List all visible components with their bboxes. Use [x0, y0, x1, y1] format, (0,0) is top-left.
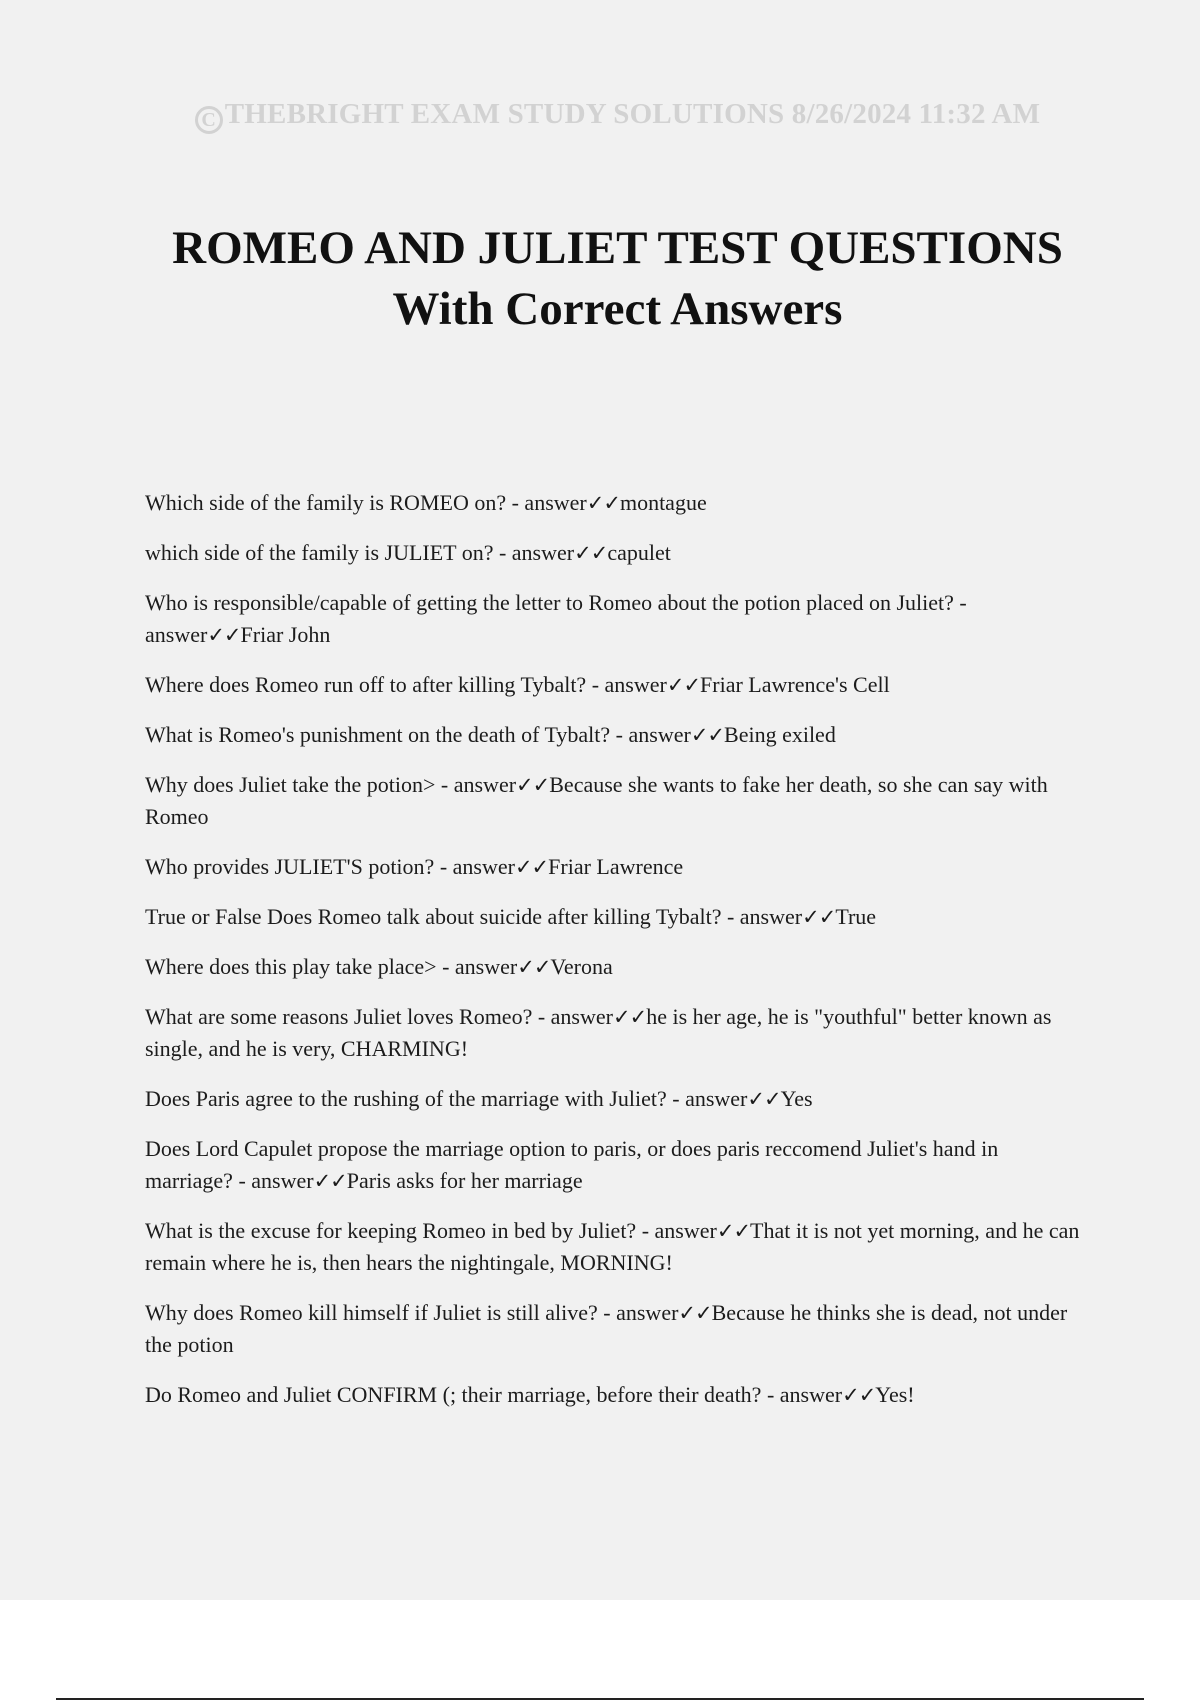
- question-answer-item: [145, 901, 1090, 933]
- document-title: [0, 218, 1200, 340]
- question-answer-item: [145, 1297, 1090, 1361]
- question-text: What are some reasons Juliet loves Romeo?: [145, 1004, 533, 1029]
- question-answer-item: [145, 1215, 1090, 1279]
- double-check-icon: ✓✓: [612, 1005, 647, 1029]
- question-answer-item: [145, 537, 1090, 569]
- double-check-icon: ✓✓: [747, 1087, 781, 1111]
- answer-text: Paris asks for her marriage: [346, 1168, 583, 1193]
- answer-text: Verona: [550, 954, 613, 979]
- question-answer-item: [145, 1133, 1090, 1197]
- answer-text: True: [835, 904, 877, 929]
- answer-text: Friar Lawrence's Cell: [700, 672, 890, 697]
- double-check-icon: ✓✓: [313, 1169, 347, 1193]
- question-answer-item: [145, 669, 1090, 701]
- answer-separator: - answer: [666, 1086, 748, 1111]
- question-answer-item: [145, 851, 1090, 883]
- question-text: which side of the family is JULIET on?: [145, 540, 494, 565]
- double-check-icon: ✓✓: [574, 541, 608, 565]
- answer-separator: - answer: [434, 854, 515, 879]
- answer-separator: - answer: [145, 590, 967, 647]
- answer-separator: - answer: [761, 1382, 843, 1407]
- answer-text: Because she wants to fake her death, so she can say with Romeo: [145, 772, 1048, 829]
- answer-separator: - answer: [532, 1004, 613, 1029]
- double-check-icon: ✓✓: [207, 623, 241, 647]
- answer-separator: - answer: [610, 722, 691, 747]
- double-check-icon: ✓✓: [690, 723, 725, 747]
- question-text: Who is responsible/capable of getting the letter to Romeo about the potion placed on Juliet?: [145, 590, 954, 615]
- question-text: What is the excuse for keeping Romeo in bed by Juliet?: [145, 1218, 637, 1243]
- answer-separator: - answer: [435, 772, 517, 797]
- answer-text: Being exiled: [724, 722, 836, 747]
- answer-separator: - answer: [597, 1300, 679, 1325]
- double-check-icon: ✓✓: [678, 1301, 712, 1325]
- question-answer-item: [145, 1379, 1090, 1411]
- question-answer-item: [145, 1083, 1090, 1115]
- double-check-icon: ✓✓: [666, 673, 701, 697]
- question-text: Why does Juliet take the potion>: [145, 772, 436, 797]
- title-line-1: ROMEO AND JULIET TEST QUESTIONS: [172, 222, 1063, 274]
- question-text: Does Paris agree to the rushing of the marriage with Juliet?: [145, 1086, 667, 1111]
- answer-text: capulet: [607, 540, 671, 565]
- double-check-icon: ✓✓: [716, 1219, 751, 1243]
- answer-separator: - answer: [506, 490, 587, 515]
- question-text: Where does Romeo run off to after killing Tybalt?: [145, 672, 587, 697]
- title-line-2: With Correct Answers: [392, 283, 843, 335]
- question-answer-item: [145, 587, 1090, 651]
- answer-separator: - answer: [493, 540, 575, 565]
- answer-separator: - answer: [721, 904, 803, 929]
- question-answer-list: [145, 487, 1090, 1429]
- question-text: Why does Romeo kill himself if Juliet is still alive?: [145, 1300, 598, 1325]
- question-text: Which side of the family is ROMEO on?: [145, 490, 507, 515]
- copyright-icon: C: [195, 106, 223, 134]
- question-text: Who provides JULIET'S potion?: [145, 854, 435, 879]
- answer-separator: - answer: [636, 1218, 717, 1243]
- question-answer-item: [145, 487, 1090, 519]
- question-text: Do Romeo and Juliet CONFIRM (; their marriage, before their death?: [145, 1382, 762, 1407]
- question-answer-item: [145, 1001, 1090, 1065]
- answer-text: Friar John: [240, 622, 331, 647]
- answer-text: Yes: [780, 1086, 813, 1111]
- question-text: True or False Does Romeo talk about suicide after killing Tybalt?: [145, 904, 722, 929]
- answer-text: montague: [619, 490, 707, 515]
- double-check-icon: ✓✓: [517, 955, 551, 979]
- question-answer-item: [145, 769, 1090, 833]
- double-check-icon: ✓✓: [586, 491, 620, 515]
- double-check-icon: ✓✓: [516, 773, 550, 797]
- watermark-text: THEBRIGHT EXAM STUDY SOLUTIONS 8/26/2024 11:32 AM: [224, 98, 1041, 130]
- answer-separator: - answer: [436, 954, 518, 979]
- answer-text: Yes!: [875, 1382, 915, 1407]
- answer-text: That it is not yet morning, and he can remain where he is, then hears the nightingale, MORNING!: [145, 1218, 1080, 1275]
- answer-text: he is her age, he is "youthful" better known as single, and he is very, CHARMING!: [145, 1004, 1052, 1061]
- answer-separator: - answer: [586, 672, 667, 697]
- question-text: Does Lord Capulet propose the marriage option to paris, or does paris reccomend Juliet's hand in marriage?: [145, 1136, 999, 1193]
- answer-text: Because he thinks she is dead, not under the potion: [145, 1300, 1068, 1357]
- double-check-icon: ✓✓: [842, 1383, 876, 1407]
- answer-separator: - answer: [232, 1168, 314, 1193]
- double-check-icon: ✓✓: [802, 905, 836, 929]
- answer-text: Friar Lawrence: [548, 854, 684, 879]
- copyright-watermark: [0, 98, 1200, 134]
- double-check-icon: ✓✓: [514, 855, 549, 879]
- question-text: Where does this play take place>: [145, 954, 437, 979]
- question-text: What is Romeo's punishment on the death of Tybalt?: [145, 722, 611, 747]
- question-answer-item: [145, 951, 1090, 983]
- question-answer-item: [145, 719, 1090, 751]
